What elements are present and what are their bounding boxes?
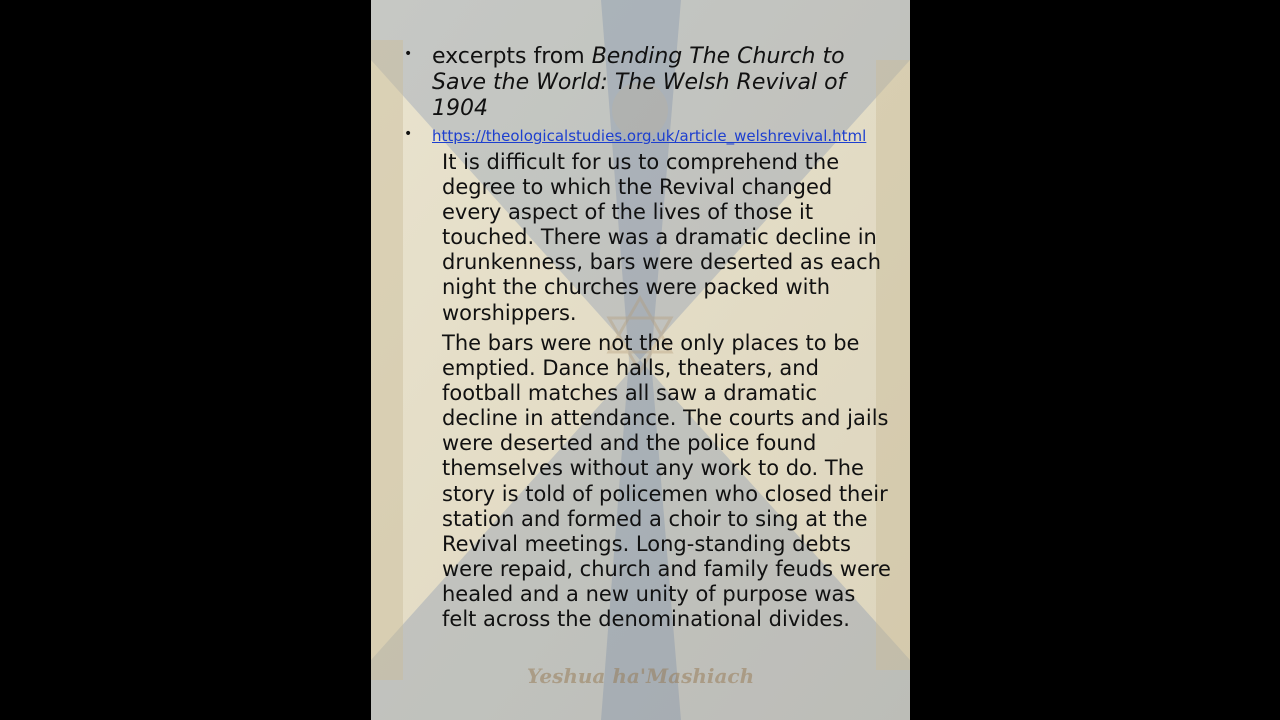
source-link[interactable]: https://theologicalstudies.org.uk/article_welshrevival.html	[432, 127, 867, 145]
bullet-marker: •	[404, 126, 413, 142]
slide	[371, 0, 910, 720]
bullet-marker: •	[404, 46, 413, 62]
title-prefix: excerpts from	[432, 44, 592, 69]
watermark-text: Yeshua ha'Mashiach	[526, 664, 755, 688]
slide-title	[432, 44, 872, 122]
paragraph-2: The bars were not the only places to be emptied. Dance halls, theaters, and football matches all saw a dramatic decline in attendance. The courts and jails were deserted and the police found themselves without any work to do. The story is told of policemen who closed their station and formed a choir to sing at the Revival meetings. Long-standing debts were repaid, church and family feuds were healed and a new unity of purpose was felt across the denominational divides.	[442, 331, 891, 632]
title-book-name: Bending The Church to Save the World: The Welsh Revival of 1904	[432, 44, 846, 121]
paragraph-1: It is difficult for us to comprehend the degree to which the Revival changed every aspect of the lives of those it touched. There was a dramatic decline in drunkenness, bars were deserted as each night the churches were packed with worshippers.	[442, 150, 882, 325]
slide-content	[371, 0, 910, 720]
